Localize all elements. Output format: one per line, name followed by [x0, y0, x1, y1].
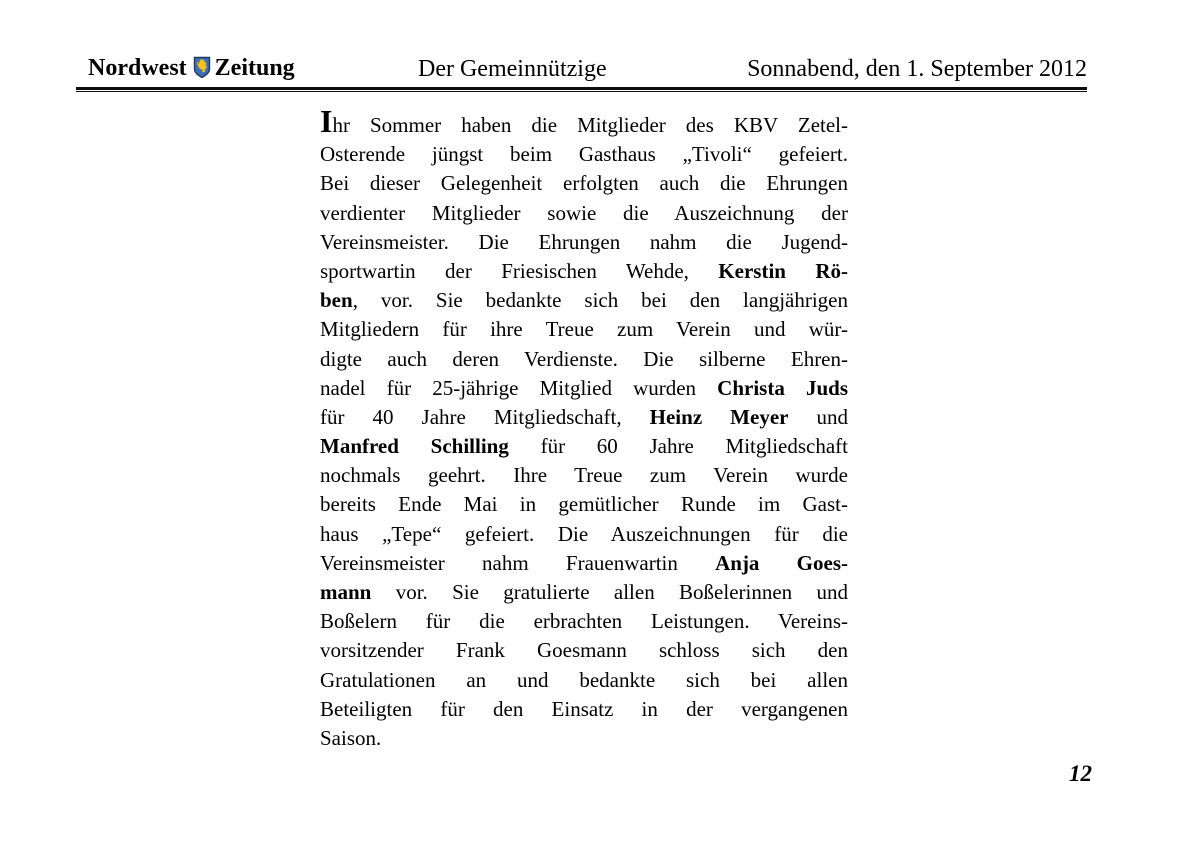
bold-name: Heinz Meyer — [649, 404, 789, 429]
text-line — [320, 103, 848, 140]
drop-cap-initial: I — [320, 103, 333, 139]
text-segment: Saison. — [320, 725, 382, 750]
text-line — [320, 461, 848, 490]
text-segment: bereits Ende Mai in gemütlicher Runde im Gast- — [320, 492, 848, 517]
text-segment: für 60 Jahre Mitgliedschaft — [508, 434, 848, 459]
text-line — [320, 345, 848, 374]
text-line — [320, 403, 848, 432]
text-line — [320, 666, 848, 695]
text-line — [320, 315, 848, 344]
text-segment: Beteiligten für den Einsatz in der vergangenen — [320, 696, 848, 721]
text-line — [320, 520, 848, 549]
text-line — [320, 549, 848, 578]
text-line — [320, 257, 848, 286]
text-segment: nadel für 25-jährige Mitglied wurden — [320, 375, 718, 400]
text-segment: vor. Sie gratulierte allen Boßelerinnen und — [371, 580, 848, 604]
text-line — [320, 169, 848, 198]
text-segment: für 40 Jahre Mitgliedschaft, — [320, 404, 650, 429]
text-line — [320, 374, 848, 403]
text-segment: Osterende jüngst beim Gasthaus „Tivoli“ gefeiert. — [320, 142, 848, 167]
text-segment: und — [788, 404, 848, 429]
text-segment: sportwartin der Friesischen Wehde, — [320, 258, 719, 283]
brand-name-left: Nordwest — [88, 55, 187, 81]
text-segment: Vereinsmeister. Die Ehrungen nahm die Jugend- — [320, 229, 848, 254]
article-body — [320, 103, 848, 753]
issue-date: Sonnabend, den 1. September 2012 — [747, 56, 1087, 82]
text-segment: Mitgliedern für ihre Treue zum Verein und wür- — [320, 317, 848, 342]
text-line — [320, 228, 848, 257]
text-segment: Bei dieser Gelegenheit erfolgten auch die Ehrungen — [320, 171, 848, 196]
lion-crest-icon — [193, 56, 211, 79]
header-rule-divider — [76, 87, 1087, 92]
text-line — [320, 695, 848, 724]
text-line — [320, 636, 848, 665]
bold-name: Kerstin Rö- — [718, 258, 848, 283]
text-segment: Gratulationen an und bedankte sich bei allen — [320, 667, 848, 692]
text-line — [320, 286, 848, 315]
bold-name: Christa Juds — [717, 375, 848, 400]
newspaper-brand — [88, 55, 295, 82]
text-segment: Boßelern für die erbrachten Leistungen. Vereins- — [320, 609, 848, 634]
text-segment: hr Sommer haben die Mitglieder des KBV Zetel- — [332, 113, 848, 137]
bold-name: Manfred Schilling — [320, 434, 509, 459]
text-segment: , vor. Sie bedankte sich bei den langjährigen — [352, 288, 848, 313]
text-segment: digte auch deren Verdienste. Die silberne Ehren- — [320, 346, 848, 371]
bold-name: ben — [320, 288, 353, 313]
text-line — [320, 607, 848, 636]
text-line — [320, 140, 848, 169]
text-segment: Vereinsmeister nahm Frauenwartin — [320, 550, 716, 575]
bold-name: Anja Goes- — [715, 550, 848, 575]
brand-name-right: Zeitung — [214, 55, 295, 81]
section-title: Der Gemeinnützige — [418, 56, 607, 82]
text-segment: verdienter Mitglieder sowie die Auszeichnung der — [320, 200, 848, 225]
text-segment: haus „Tepe“ gefeiert. Die Auszeichnungen für die — [320, 521, 848, 546]
text-line — [320, 199, 848, 228]
text-line — [320, 724, 848, 753]
text-segment: nochmals geehrt. Ihre Treue zum Verein wurde — [320, 463, 848, 488]
bold-name: mann — [320, 580, 372, 604]
page-number: 12 — [1069, 761, 1092, 786]
text-line — [320, 432, 848, 461]
text-line — [320, 578, 848, 607]
text-segment: vorsitzender Frank Goesmann schloss sich den — [320, 638, 848, 663]
text-line — [320, 490, 848, 519]
